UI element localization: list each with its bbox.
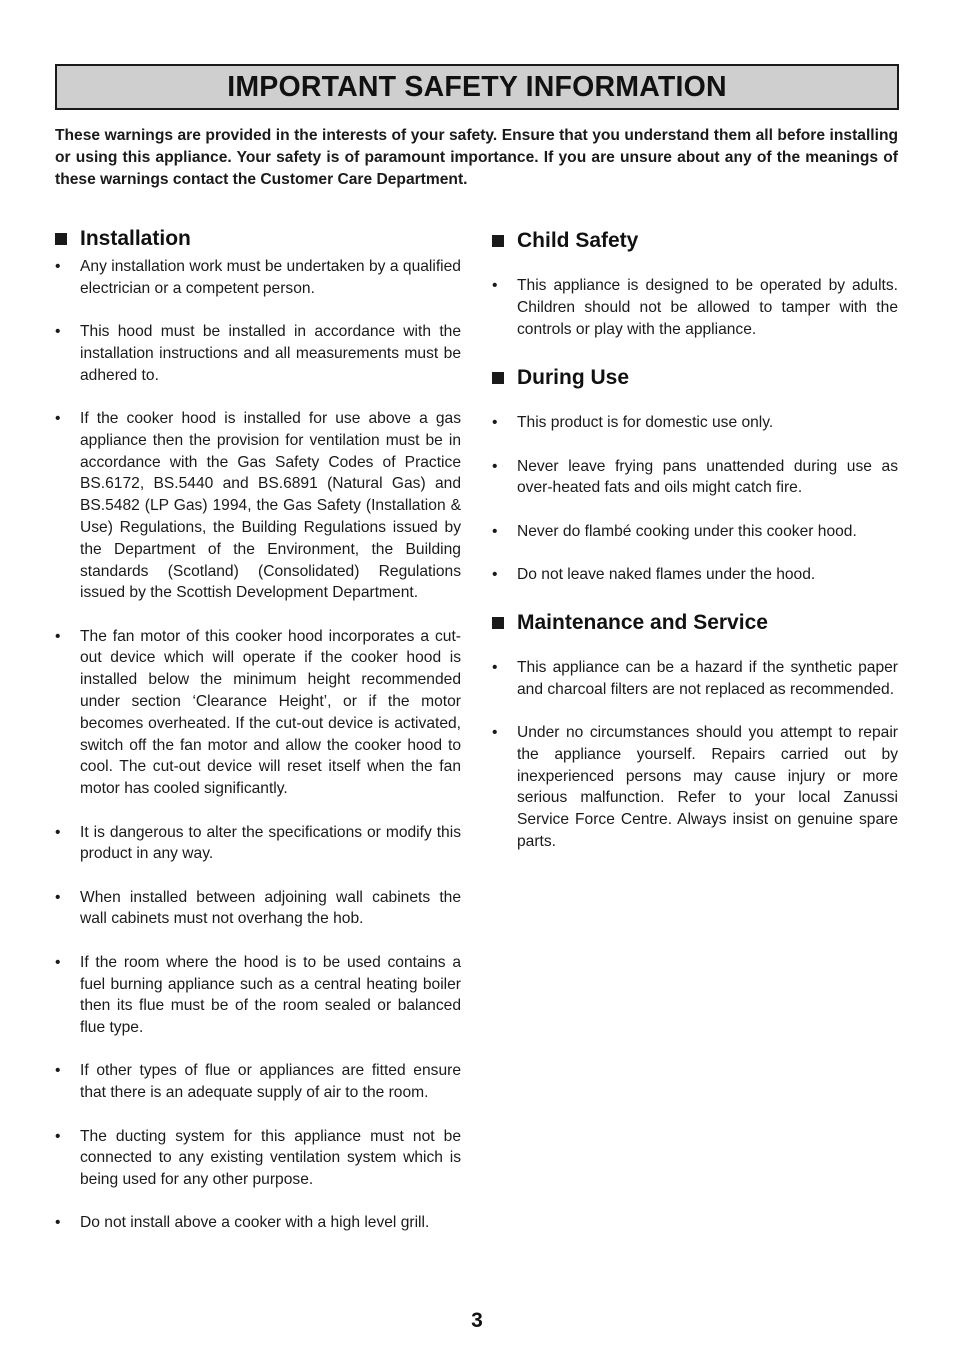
list-item — [492, 456, 898, 500]
list-item — [55, 626, 461, 800]
list-item — [55, 887, 461, 931]
section-maintenance — [492, 610, 898, 853]
bullet-icon: • — [55, 627, 61, 645]
child-safety-list — [492, 275, 898, 340]
square-bullet-icon — [492, 617, 504, 629]
bullet-icon: • — [492, 414, 498, 432]
bullet-icon: • — [55, 409, 61, 427]
list-item — [55, 1126, 461, 1191]
bullet-icon: • — [55, 323, 61, 341]
section-heading-child-safety — [492, 228, 898, 254]
section-heading-installation — [55, 226, 461, 252]
heading-child-safety: Child Safety — [517, 229, 639, 252]
title-banner — [55, 64, 899, 110]
list-item-text: Any installation work must be undertaken by a qualified electrician or a competent person. — [80, 258, 461, 297]
bullet-icon: • — [492, 277, 498, 294]
list-item-text: This appliance is designed to be operated by adults. Children should not be allowed to tamper with the controls or play with the appliance. — [517, 277, 898, 338]
list-item — [492, 564, 898, 586]
list-item-text: If the room where the hood is to be used contains a fuel burning appliance such as a central heating boiler then its flue must be of the room sealed or balanced flue type. — [80, 953, 461, 1037]
square-bullet-icon — [55, 233, 67, 245]
bullet-icon: • — [55, 953, 61, 971]
page-title: IMPORTANT SAFETY INFORMATION — [227, 70, 727, 103]
section-heading-during-use — [492, 365, 898, 391]
list-item-text: This hood must be installed in accordance with the installation instructions and all measurements must be adhered to. — [80, 323, 461, 384]
list-item — [492, 521, 898, 543]
bullet-icon: • — [55, 258, 61, 275]
list-item — [55, 321, 461, 386]
bullet-icon: • — [55, 1062, 61, 1080]
list-item-text: Never leave frying pans unattended during use as over-heated fats and oils might catch fire. — [517, 457, 898, 497]
list-item — [492, 657, 898, 701]
section-heading-maintenance — [492, 610, 898, 636]
bullet-icon: • — [55, 1214, 61, 1232]
bullet-icon: • — [492, 566, 498, 584]
list-item-text: Never do flambé cooking under this cooker hood. — [517, 522, 857, 540]
list-item — [55, 256, 461, 300]
list-item — [492, 412, 898, 434]
list-item-text: It is dangerous to alter the specifications or modify this product in any way. — [80, 823, 461, 863]
bullet-icon: • — [492, 457, 498, 475]
list-item-text: Do not install above a cooker with a high level grill. — [80, 1214, 430, 1232]
heading-installation: Installation — [80, 227, 191, 250]
heading-maintenance: Maintenance and Service — [517, 610, 768, 634]
list-item-text: The fan motor of this cooker hood incorporates a cut-out device which will operate if the cooker hood is installed below the minimum height recommended under section ‘Clearance Height’, or if the motor becomes overheated. If the cut-out device is activated, switch off the fan motor and allow the cooker hood to cool. The cut-out device will reset itself when the fan motor has cooled significantly. — [80, 627, 461, 798]
section-child-safety — [492, 228, 898, 340]
list-item — [55, 952, 461, 1039]
right-column — [492, 228, 898, 874]
bullet-icon: • — [492, 522, 498, 540]
bullet-icon: • — [492, 658, 498, 676]
installation-list — [55, 256, 461, 1234]
page-number: 3 — [471, 1309, 483, 1332]
bullet-icon: • — [492, 723, 498, 741]
list-item — [55, 1212, 461, 1234]
bullet-icon: • — [55, 823, 61, 841]
list-item — [55, 1060, 461, 1104]
intro-paragraph: These warnings are provided in the interests of your safety. Ensure that you understand them all before installing or using this appliance. Your safety is of paramount importance. If you are unsure about any of the meanings of these warnings contact the Customer Care Department. — [55, 127, 898, 188]
square-bullet-icon — [492, 235, 504, 247]
during-use-list — [492, 412, 898, 585]
list-item — [55, 822, 461, 866]
list-item-text: Do not leave naked flames under the hood. — [517, 566, 816, 584]
list-item-text: The ducting system for this appliance must not be connected to any existing ventilation system which is being used for any other purpose. — [80, 1127, 461, 1189]
list-item-text: If the cooker hood is installed for use above a gas appliance then the provision for ventilation must be in accordance with the Gas Safety Codes of Practice BS.6172, BS.5440 and BS.6891 (Natural Gas) and BS.5482 (LP Gas) 1994, the Gas Safety (Installation & Use) Regulations, the Building Regulations issued by the Department of the Environment, the Building standards (Scotland) (Consolidated) Regulations issued by the Scottish Development Department. — [80, 409, 461, 602]
heading-during-use: During Use — [517, 366, 630, 390]
bullet-icon: • — [55, 888, 61, 906]
list-item-text: If other types of flue or appliances are fitted ensure that there is an adequate supply of air to the room. — [80, 1062, 461, 1102]
list-item-text: When installed between adjoining wall cabinets the wall cabinets must not overhang the hob. — [80, 888, 461, 928]
list-item-text: This appliance can be a hazard if the synthetic paper and charcoal filters are not replaced as recommended. — [517, 658, 898, 698]
left-column — [55, 226, 461, 1256]
list-item — [492, 722, 898, 853]
list-item-text: Under no circumstances should you attempt to repair the appliance yourself. Repairs carried out by inexperienced persons may cause injury or more serious malfunction. Refer to your local Zanussi Service Force Centre. Always insist on genuine spare parts. — [517, 723, 898, 850]
list-item — [492, 275, 898, 340]
list-item-text: This product is for domestic use only. — [517, 414, 774, 432]
section-installation — [55, 226, 461, 1234]
section-during-use — [492, 365, 898, 585]
square-bullet-icon — [492, 372, 504, 384]
list-item — [55, 408, 461, 604]
maintenance-list — [492, 657, 898, 853]
bullet-icon: • — [55, 1127, 61, 1145]
